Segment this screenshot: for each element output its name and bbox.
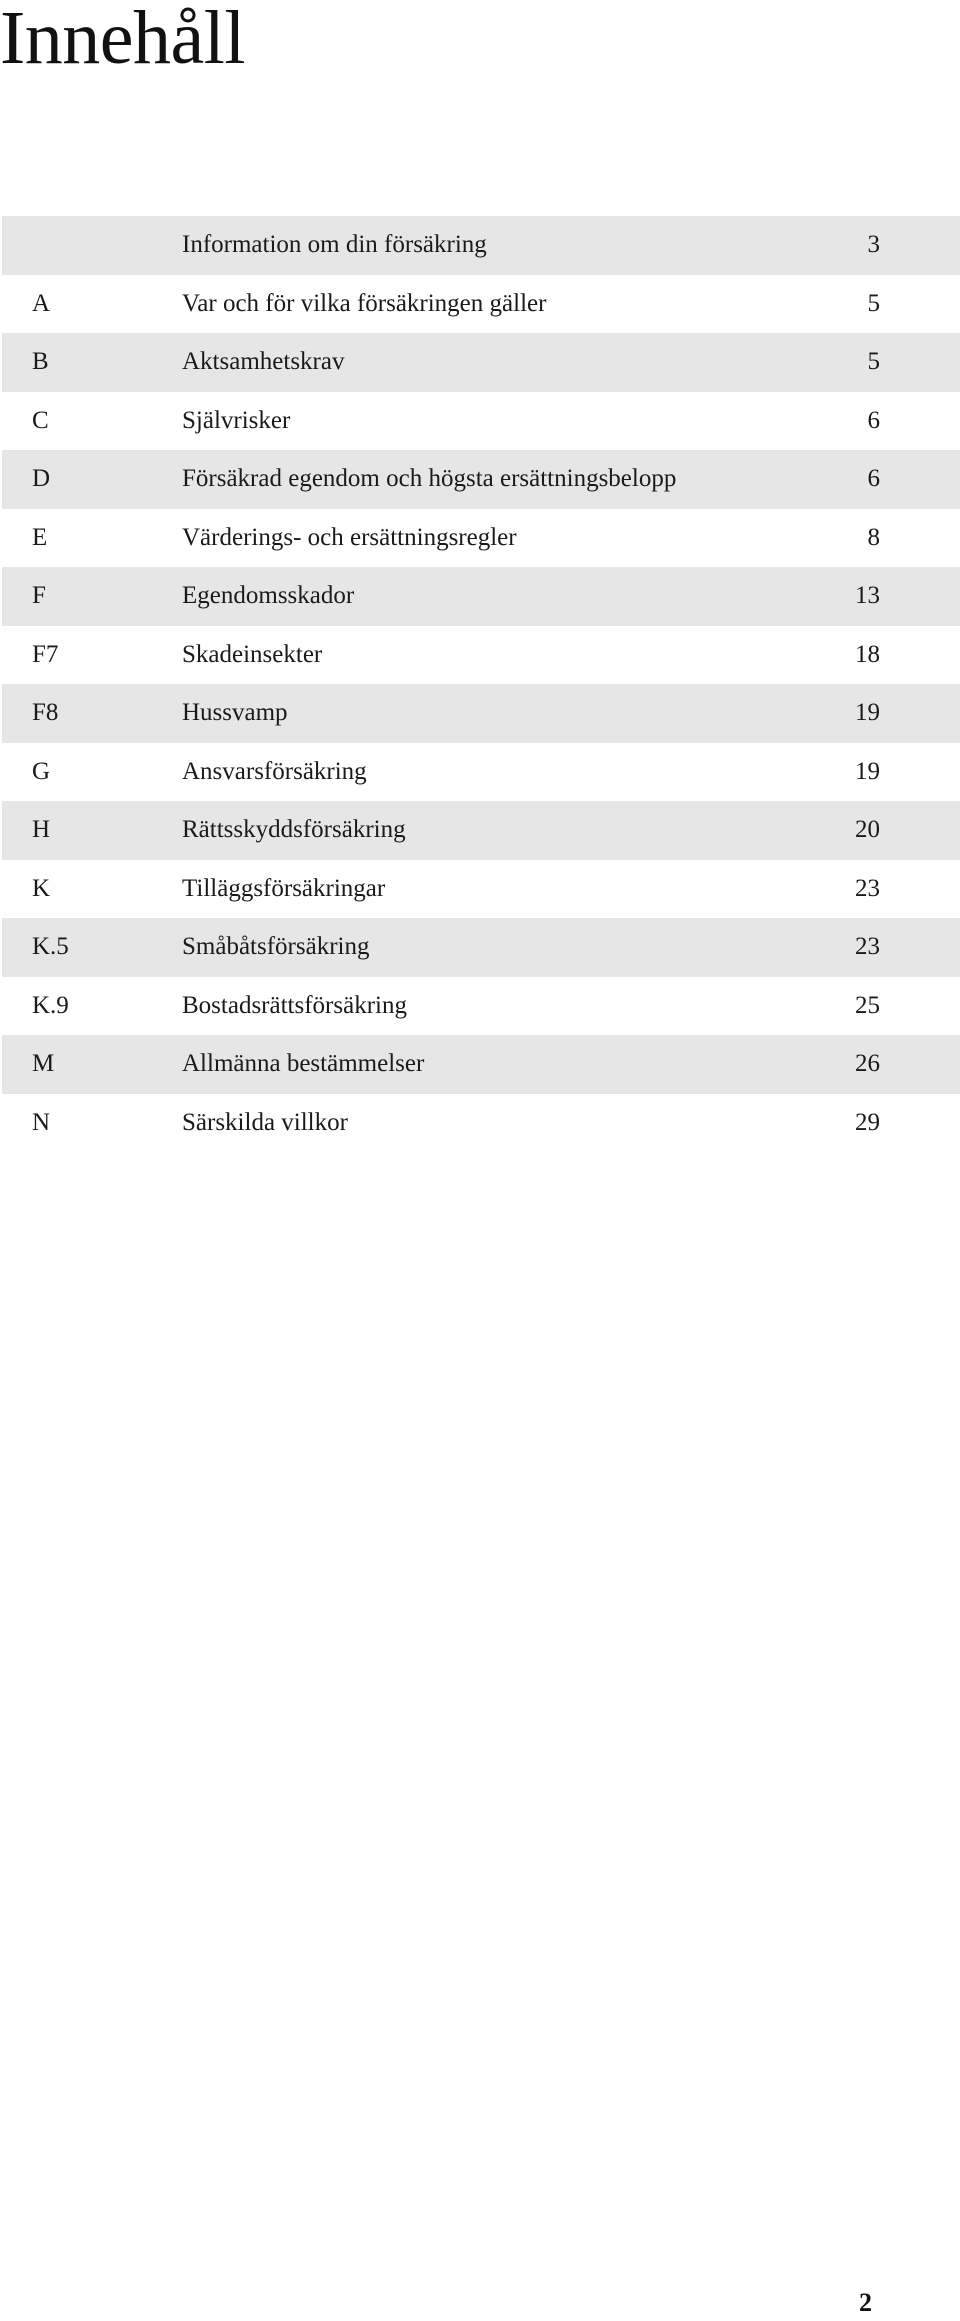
toc-section-code: F7 [32, 640, 59, 668]
toc-section-title: Särskilda villkor [182, 1108, 348, 1136]
toc-section-title: Tilläggsförsäkringar [182, 874, 386, 902]
toc-page-number: 3 [867, 231, 880, 259]
toc-page-number: 18 [855, 640, 880, 668]
toc-section-title: Allmänna bestämmelser [182, 1050, 425, 1078]
toc-page-number: 6 [867, 465, 880, 493]
toc-section-title: Skadeinsekter [182, 640, 323, 668]
toc-row[interactable] [2, 860, 960, 919]
toc-section-title: Rättsskyddsförsäkring [182, 816, 406, 844]
toc-row[interactable] [2, 216, 960, 275]
toc-section-code: D [32, 465, 51, 493]
toc-section-code: F8 [32, 699, 59, 727]
toc-section-title: Självrisker [182, 406, 291, 434]
toc-section-code: K [32, 874, 51, 902]
toc-page-number: 26 [855, 1050, 880, 1078]
toc-page-number: 13 [855, 582, 880, 610]
toc-section-title: Småbåtsförsäkring [182, 933, 370, 961]
toc-section-title: Hussvamp [182, 699, 288, 727]
toc-row[interactable] [2, 1094, 960, 1153]
toc-section-code: M [32, 1050, 55, 1078]
toc-section-title: Värderings- och ersättningsregler [182, 523, 517, 551]
toc-section-title: Information om din försäkring [182, 231, 487, 259]
toc-row[interactable] [2, 509, 960, 568]
toc-page-number: 23 [855, 874, 880, 902]
toc-section-title: Egendomsskador [182, 582, 355, 610]
toc-section-code: B [32, 348, 49, 376]
toc-section-title: Ansvarsförsäkring [182, 757, 367, 785]
toc-section-title: Aktsamhetskrav [182, 348, 345, 376]
toc-row[interactable] [2, 333, 960, 392]
toc-section-code: A [32, 289, 51, 317]
toc-page-number: 25 [855, 991, 880, 1019]
toc-page-number: 29 [855, 1108, 880, 1136]
toc-page-number: 6 [867, 406, 880, 434]
toc-section-title: Var och för vilka försäkringen gäller [182, 289, 547, 317]
toc-row[interactable] [2, 567, 960, 626]
toc-page-number: 20 [855, 816, 880, 844]
toc-row[interactable] [2, 977, 960, 1036]
toc-section-code: E [32, 523, 48, 551]
toc-row[interactable] [2, 275, 960, 334]
toc-section-code: C [32, 406, 49, 434]
toc-page-number: 5 [867, 348, 880, 376]
toc-section-title: Bostadsrättsförsäkring [182, 991, 407, 1019]
toc-page-number: 23 [855, 933, 880, 961]
toc-section-code: N [32, 1108, 51, 1136]
toc-row[interactable] [2, 626, 960, 685]
toc-page-number: 5 [867, 289, 880, 317]
page-number: 2 [859, 2288, 872, 2317]
toc-section-code: K.5 [32, 933, 69, 961]
toc-page-number: 19 [855, 699, 880, 727]
table-of-contents [2, 216, 960, 1152]
toc-row[interactable] [2, 743, 960, 802]
toc-row[interactable] [2, 1035, 960, 1094]
toc-row[interactable] [2, 801, 960, 860]
toc-section-code: G [32, 757, 51, 785]
toc-section-code: H [32, 816, 51, 844]
toc-section-code: F [32, 582, 46, 610]
page-title: Innehåll [0, 0, 246, 80]
toc-page-number: 19 [855, 757, 880, 785]
toc-section-code: K.9 [32, 991, 69, 1019]
toc-row[interactable] [2, 918, 960, 977]
toc-page-number: 8 [867, 523, 880, 551]
toc-row[interactable] [2, 684, 960, 743]
toc-section-title: Försäkrad egendom och högsta ersättningsbelopp [182, 465, 677, 493]
toc-row[interactable] [2, 450, 960, 509]
toc-row[interactable] [2, 392, 960, 451]
